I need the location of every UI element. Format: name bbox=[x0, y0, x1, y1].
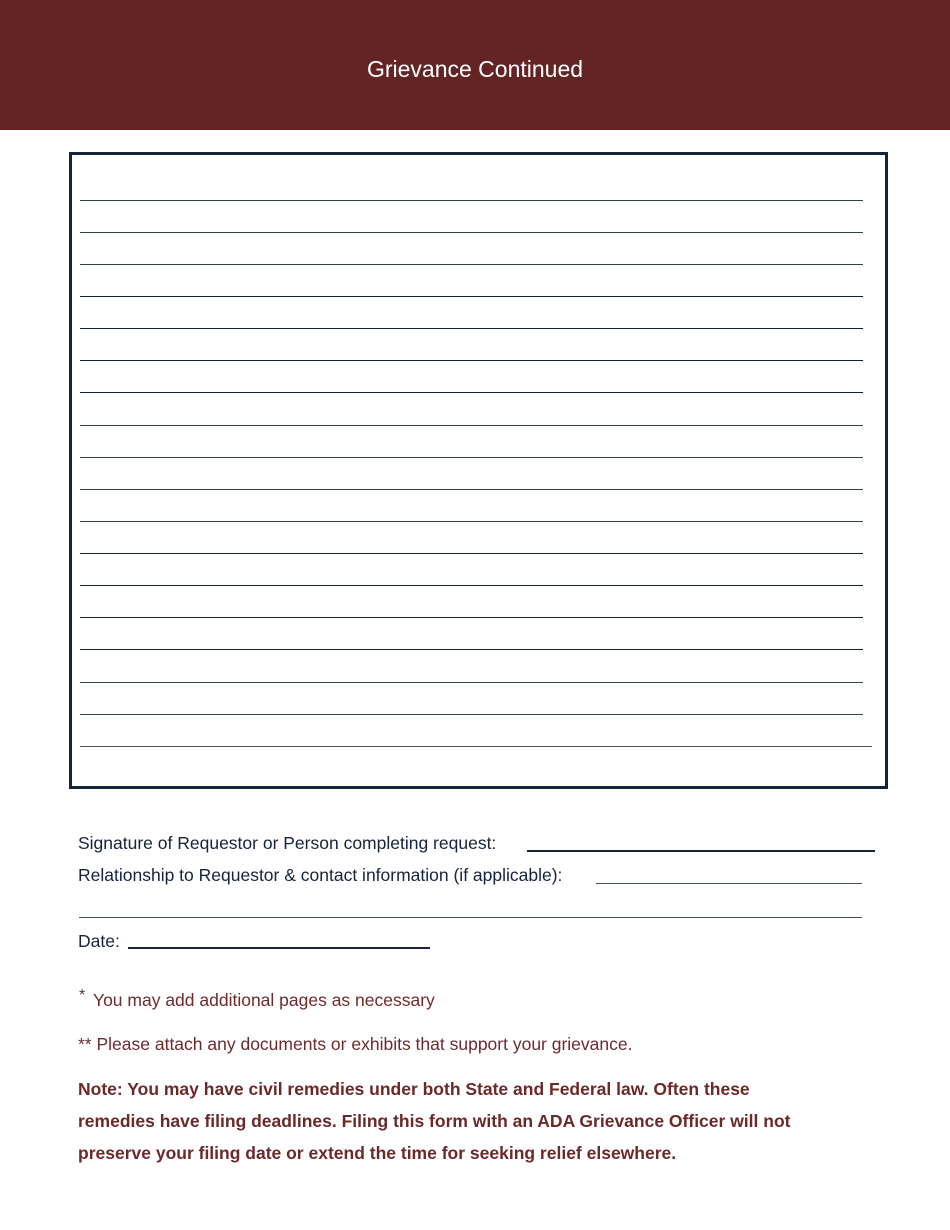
ruled-line bbox=[80, 649, 863, 650]
ruled-line bbox=[80, 553, 863, 554]
ruled-line bbox=[80, 746, 872, 747]
attach-documents-note: ** Please attach any documents or exhibits that support your grievance. bbox=[78, 1034, 633, 1054]
date-label: Date: bbox=[78, 931, 120, 951]
ruled-line bbox=[80, 328, 863, 329]
ruled-line bbox=[80, 457, 863, 458]
legal-note-line: preserve your filing date or extend the time for seeking relief elsewhere. bbox=[78, 1143, 677, 1163]
ruled-line bbox=[80, 264, 863, 265]
ruled-line bbox=[80, 296, 863, 297]
signature-field[interactable] bbox=[527, 850, 875, 852]
ruled-line bbox=[80, 682, 863, 683]
ruled-line bbox=[80, 521, 863, 522]
relationship-field[interactable] bbox=[596, 883, 862, 884]
grievance-text-area[interactable] bbox=[69, 152, 888, 789]
ruled-line bbox=[80, 360, 863, 361]
ruled-line bbox=[80, 489, 863, 490]
page-header bbox=[0, 0, 950, 130]
ruled-line bbox=[80, 425, 863, 426]
ruled-line bbox=[80, 232, 863, 233]
asterisk-marker: * bbox=[79, 987, 86, 1004]
ruled-line bbox=[80, 585, 863, 586]
relationship-label: Relationship to Requestor & contact information (if applicable): bbox=[78, 865, 563, 885]
additional-pages-note: You may add additional pages as necessary bbox=[93, 990, 435, 1010]
legal-note bbox=[78, 1073, 858, 1169]
date-field[interactable] bbox=[128, 947, 430, 949]
ruled-line bbox=[80, 200, 863, 201]
legal-note-line: remedies have filing deadlines. Filing this form with an ADA Grievance Officer will not bbox=[78, 1111, 791, 1131]
ruled-line bbox=[80, 617, 863, 618]
relationship-field-continued[interactable] bbox=[79, 917, 862, 918]
legal-note-line: Note: You may have civil remedies under both State and Federal law. Often these bbox=[78, 1079, 750, 1099]
ruled-line bbox=[80, 714, 863, 715]
page-title: Grievance Continued bbox=[366, 56, 584, 82]
ruled-line bbox=[80, 392, 863, 393]
signature-label: Signature of Requestor or Person completing request: bbox=[78, 833, 497, 853]
